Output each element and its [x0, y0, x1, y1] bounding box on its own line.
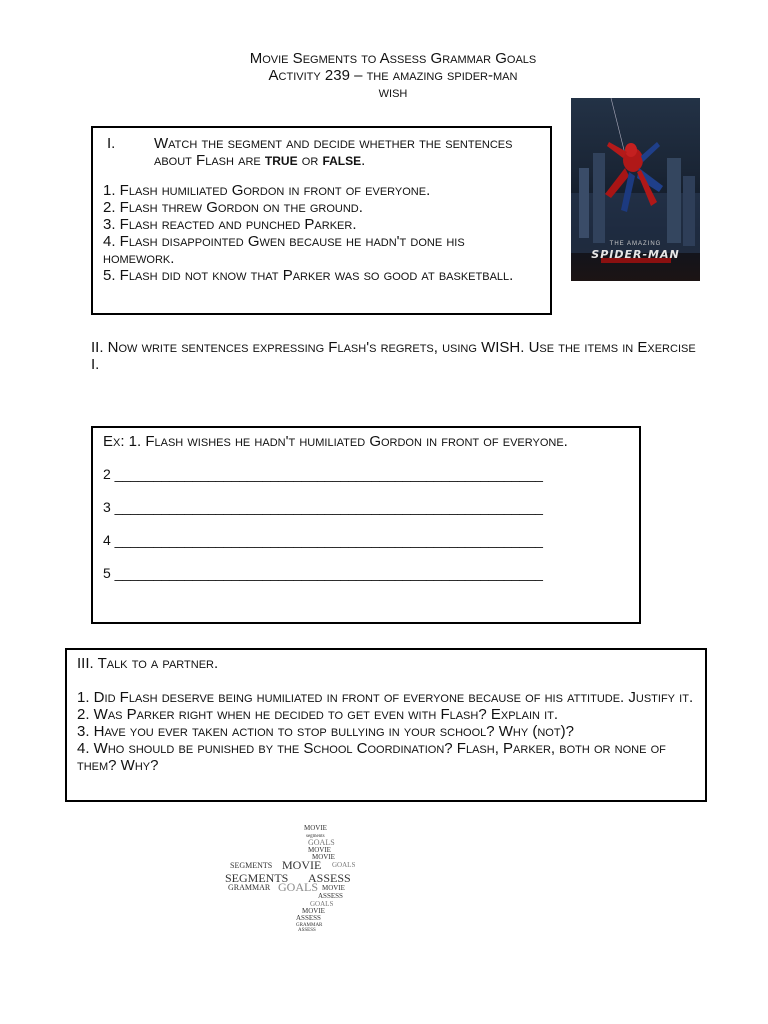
- exercise-two-example: Ex: 1. Flash wishes he hadn't humiliated Gordon in front of everyone.: [103, 433, 568, 450]
- exercise-three-title: III. Talk to a partner.: [77, 655, 219, 672]
- list-item: 2. Was Parker right when he decided to get even with Flash? Explain it.: [77, 706, 559, 723]
- cloud-word: ASSESS: [296, 914, 321, 922]
- exercise-one-instruction: [103, 135, 540, 170]
- movie-poster: [571, 98, 700, 281]
- instruction-end: .: [361, 152, 366, 169]
- word-cloud: [222, 820, 370, 932]
- header-subtitle: wish: [378, 84, 408, 101]
- cloud-word: SEGMENTS: [230, 861, 273, 870]
- cloud-word: GOALS: [310, 900, 334, 908]
- list-item: 3. Have you ever taken action to stop bullying in your school? Why (not)?: [77, 723, 574, 740]
- cloud-word: MOVIE: [312, 853, 335, 861]
- poster-title: SPIDER-MAN: [591, 248, 680, 261]
- or-word: or: [301, 152, 319, 169]
- cloud-word: GRAMMAR: [228, 883, 271, 892]
- exercise-one-list: [103, 182, 540, 284]
- exercise-three-box: [65, 648, 707, 802]
- cloud-word: GOALS: [332, 861, 356, 869]
- cloud-word: MOVIE: [308, 846, 331, 854]
- cloud-word: MOVIE: [282, 858, 322, 872]
- list-item: 5. Flash did not know that Parker was so good at basketball.: [103, 267, 514, 284]
- header-activity: Activity 239 – the amazing spider-man: [268, 67, 518, 84]
- cloud-word: SEGMENTS: [225, 871, 289, 885]
- cloud-word: MOVIE: [322, 884, 345, 892]
- false-keyword: FALSE: [322, 154, 362, 168]
- cloud-word: GOALS: [278, 880, 319, 894]
- poster-pretitle: THE AMAZING: [609, 241, 662, 247]
- answer-line[interactable]: 4 _______________________________________________________: [103, 532, 543, 548]
- true-keyword: TRUE: [264, 154, 298, 168]
- header-title: Movie Segments to Assess Grammar Goals: [249, 50, 537, 67]
- exercise-one-number: I.: [107, 135, 116, 152]
- page-header: [0, 50, 768, 101]
- answer-line[interactable]: 3 _______________________________________________________: [103, 499, 543, 515]
- exercise-one-text: [154, 135, 540, 170]
- list-item: 4. Who should be punished by the School Coordination? Flash, Parker, both or none of them? Why?: [77, 740, 666, 774]
- answer-line[interactable]: 5 _______________________________________________________: [103, 565, 543, 581]
- exercise-two-instruction: II. Now write sentences expressing Flash's regrets, using WISH. Use the items in Exercise I.: [91, 339, 696, 373]
- exercise-one-box: [91, 126, 552, 315]
- cloud-word: ASSESS: [298, 928, 316, 932]
- exercise-three-list: [77, 689, 695, 774]
- cloud-word: GRAMMAR: [296, 923, 323, 928]
- list-item: 2. Flash threw Gordon on the ground.: [103, 199, 363, 216]
- list-item: 1. Did Flash deserve being humiliated in front of everyone because of his attitude. Justify it.: [77, 689, 694, 706]
- cloud-word: ASSESS: [318, 892, 343, 900]
- list-item: 3. Flash reacted and punched Parker.: [103, 216, 357, 233]
- cloud-word: GOALS: [308, 838, 335, 847]
- answer-line[interactable]: 2 _______________________________________________________: [103, 466, 543, 482]
- cloud-word: MOVIE: [302, 907, 325, 915]
- list-item: 1. Flash humiliated Gordon in front of everyone.: [103, 182, 431, 199]
- cloud-word: ASSESS: [308, 871, 351, 885]
- cloud-word: MOVIE: [304, 824, 327, 832]
- list-item: 4. Flash disappointed Gwen because he hadn't done his homework.: [103, 233, 465, 267]
- exercise-two-box: [91, 426, 641, 624]
- cloud-word: segments: [306, 834, 325, 839]
- instruction-text: Watch the segment and decide whether the sentences about Flash are: [154, 135, 513, 169]
